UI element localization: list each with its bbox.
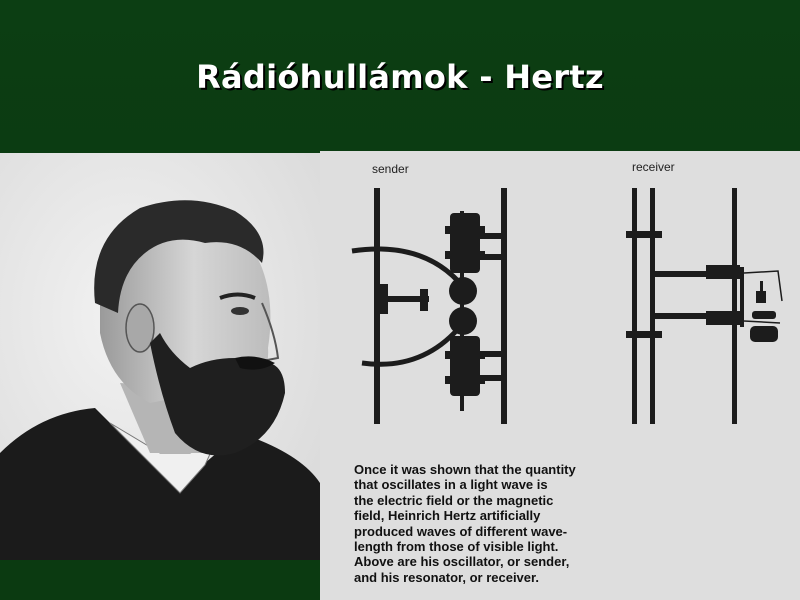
caption-line: Once it was shown that the quantity xyxy=(354,462,576,477)
caption-line: that oscillates in a light wave is xyxy=(354,477,548,493)
caption-line: produced waves of different wave- xyxy=(354,523,568,539)
caption-line: Above are his oscillator, or sender, xyxy=(354,554,570,570)
sender-label: sender xyxy=(372,162,409,176)
caption-line: field, Heinrich Hertz artificially xyxy=(354,508,541,524)
hertz-apparatus-diagram xyxy=(320,151,800,600)
portrait-illustration xyxy=(0,153,320,560)
slide-title: Rádióhullámok - Hertz xyxy=(196,58,604,96)
hertz-portrait xyxy=(0,153,320,560)
caption-line: the electric field or the magnetic xyxy=(354,492,554,508)
caption-text xyxy=(354,462,654,585)
caption-line: length from those of visible light. xyxy=(354,539,559,555)
receiver-label: receiver xyxy=(632,160,675,174)
caption-line: and his resonator, or receiver. xyxy=(354,569,539,585)
